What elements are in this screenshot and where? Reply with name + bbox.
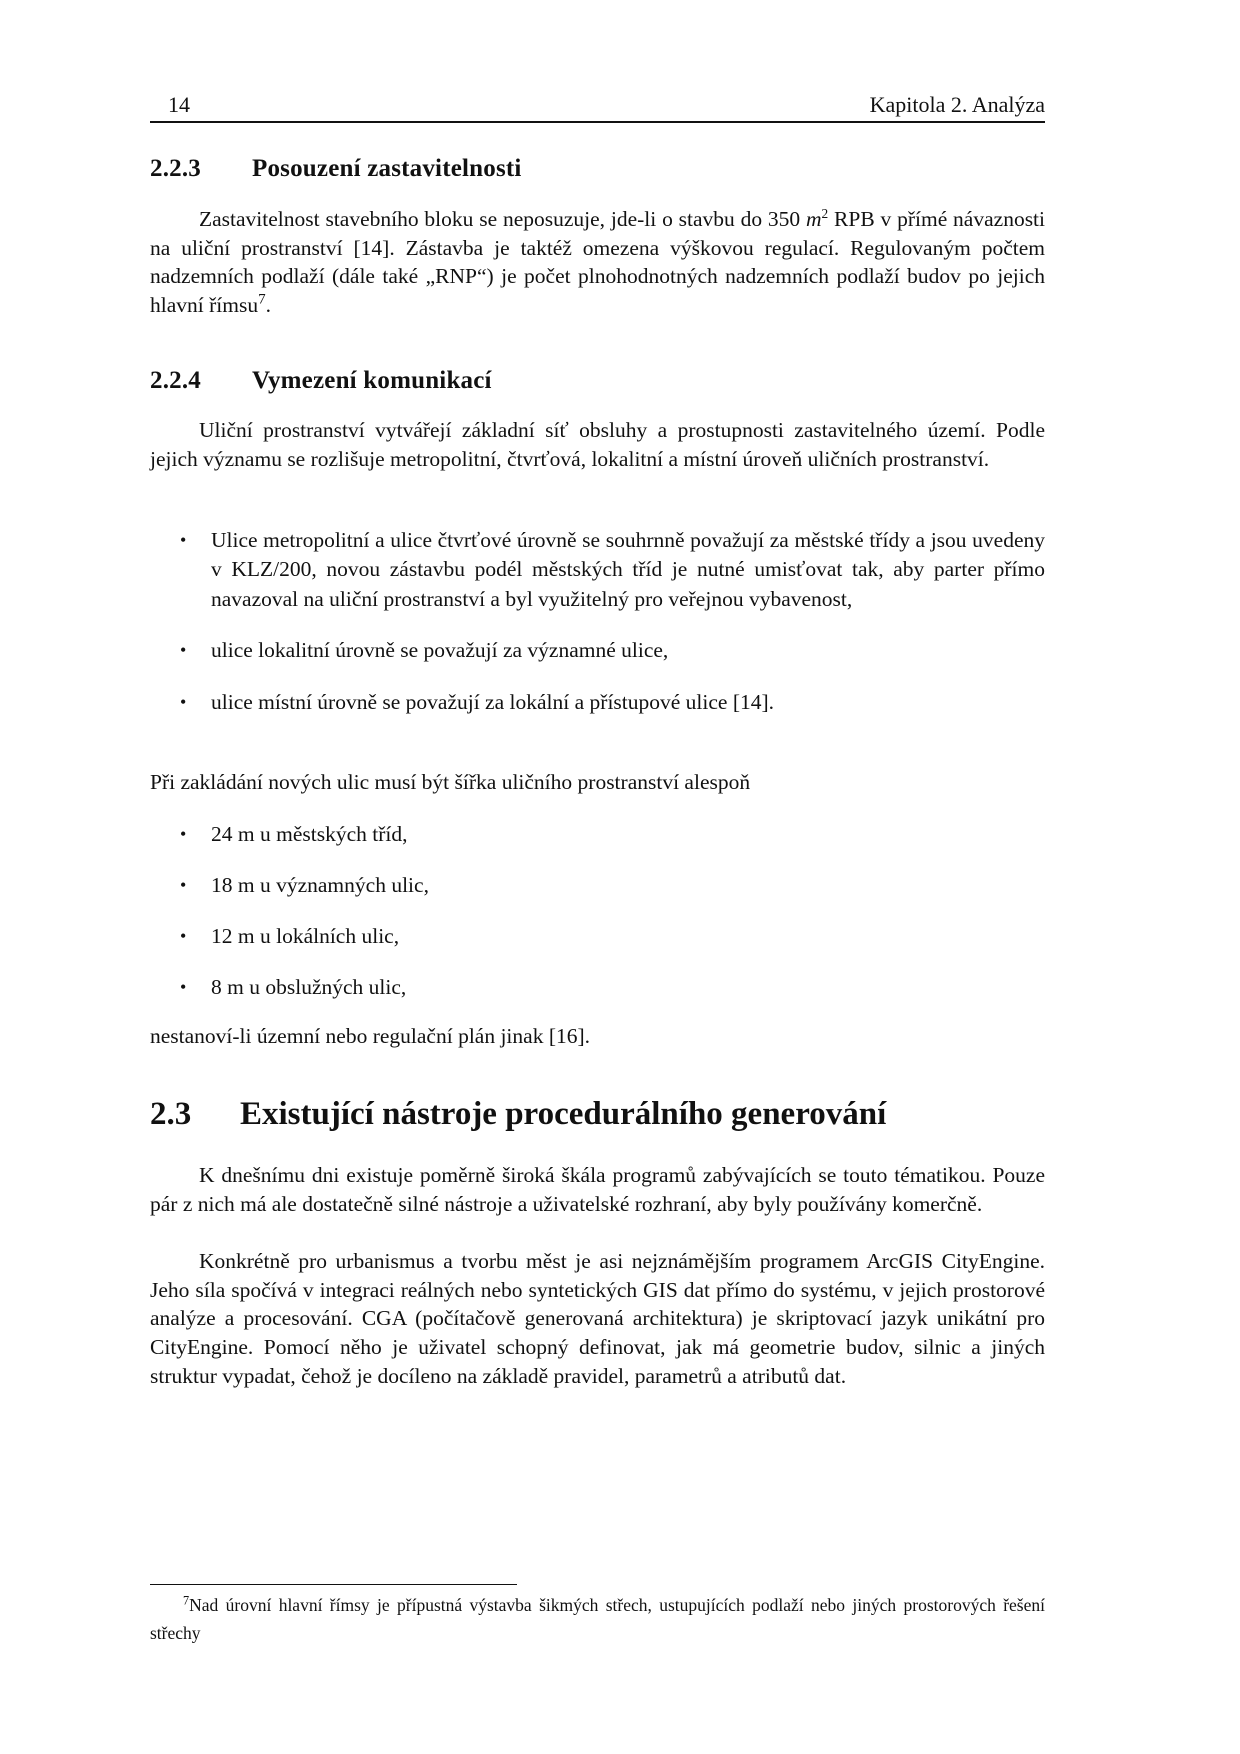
footnote-mark: 7 bbox=[183, 1593, 190, 1608]
paragraph-text: RPB v přímé návaznosti na uliční prostranství [14]. Zástavba je taktéž omezena výškovou regulací. Regulovaným počtem nadzemních podlaží (dále také „RNP“) je počet plnohodnotných nadzemních podlaží budov po jejich hlavní římsu bbox=[150, 207, 1046, 318]
math-unit: m bbox=[806, 207, 822, 231]
footnote-reference[interactable]: 7 bbox=[258, 291, 266, 308]
paragraph-text: . bbox=[265, 293, 271, 318]
running-header-chapter: Kapitola 2. Analýza bbox=[869, 92, 1045, 117]
list-item: • 18 m u významných ulic, bbox=[150, 871, 1045, 900]
heading-2-3 bbox=[150, 1096, 1045, 1133]
section-title: Vymezení komunikací bbox=[252, 367, 492, 394]
list-item: • 24 m u městských tříd, bbox=[150, 820, 1045, 849]
section-title: Existující nástroje procedurálního generování bbox=[240, 1096, 887, 1132]
footnote-rule bbox=[150, 1584, 517, 1585]
paragraph-width-outro: nestanoví-li územní nebo regulační plán jinak [16]. bbox=[150, 1024, 591, 1048]
paragraph-width-intro: Při zakládání nových ulic musí být šířka uličního prostranství alespoň bbox=[150, 770, 751, 794]
section-number: 2.3 bbox=[150, 1096, 192, 1132]
paragraph-zastavitelnost bbox=[150, 205, 1045, 320]
street-widths-list bbox=[150, 820, 1045, 1002]
math-exponent: 2 bbox=[821, 206, 829, 222]
section-title: Posouzení zastavitelnosti bbox=[252, 155, 522, 182]
paragraph-text: Zastavitelnost stavebního bloku se neposuzuje, jde-li o stavbu do 350 bbox=[199, 207, 807, 231]
list-item: • 12 m u lokálních ulic, bbox=[150, 922, 1045, 951]
heading-2-2-4 bbox=[150, 367, 1045, 395]
section-number: 2.2.3 bbox=[150, 155, 201, 182]
list-item: • 8 m u obslužných ulic, bbox=[150, 973, 1045, 1002]
paragraph-existujici-programy: K dnešnímu dni existuje poměrně široká škála programů zabývajících se touto tématikou. Pouze pár z nich má ale dostatečně silné nástroje a uživatelské rozhraní, aby byly používány komerčně. bbox=[150, 1163, 1045, 1216]
list-item: • Ulice metropolitní a ulice čtvrťové úrovně se souhrnně považují za městské třídy a jsou uvedeny v KLZ/200, novou zástavbu podél městských tříd je nutné umisťovat tak, aby parter přímo navazoval na uliční prostranství a byl využitelný pro veřejnou vybavenost, bbox=[150, 526, 1045, 614]
section-number: 2.2.4 bbox=[150, 367, 201, 394]
list-item: • ulice lokalitní úrovně se považují za významné ulice, bbox=[150, 636, 1045, 665]
list-item: • ulice místní úrovně se považují za lokální a přístupové ulice [14]. bbox=[150, 688, 1045, 717]
header-rule bbox=[150, 121, 1045, 123]
paragraph-ulicni-prostranstvi: Uliční prostranství vytvářejí základní síť obsluhy a prostupnosti zastavitelného území. Podle jejich významu se rozlišuje metropolitní, čtvrťová, lokalitní a místní úroveň uličních prostranství. bbox=[150, 418, 1045, 471]
paragraph-cityengine: Konkrétně pro urbanismus a tvorbu měst je asi nejznámějším programem ArcGIS CityEngine. Jeho síla spočívá v integraci reálných nebo syntetických GIS dat přímo do systému, v jejich prostorové analýze a procesování. CGA (počítačově generovaná architektura) je skriptovací jazyk unikátní pro CityEngine. Pomocí něho je uživatel schopný definovat, jak má geometrie budov, silnic a jiných struktur vypadat, čehož je docíleno na základě pravidel, parametrů a atributů dat. bbox=[150, 1249, 1045, 1388]
heading-2-2-3 bbox=[150, 155, 1045, 183]
page-number: 14 bbox=[168, 92, 190, 117]
footnote-text: Nad úrovní hlavní římsy je přípustná výstavba šikmých střech, ustupujících podlaží nebo jiných prostorových řešení střechy bbox=[150, 1595, 1045, 1643]
footnote bbox=[150, 1591, 1045, 1647]
street-levels-list bbox=[150, 526, 1045, 717]
